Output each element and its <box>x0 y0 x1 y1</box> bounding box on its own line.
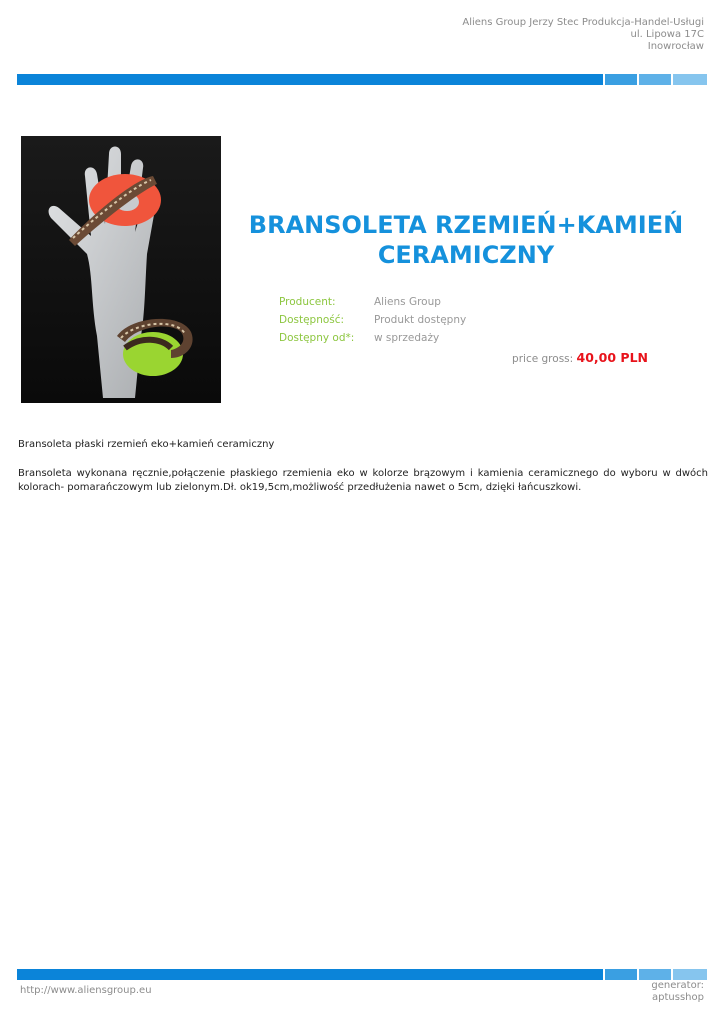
company-city: Inowrocław <box>647 41 704 52</box>
available-from-label: Dostępny od*: <box>279 332 355 344</box>
detail-row-availability <box>279 313 579 331</box>
price-value: 40,00 PLN <box>576 350 648 365</box>
footer-divider-bar <box>17 969 707 980</box>
long-description: Bransoleta wykonana ręcznie,połączenie płaskiego rzemienia eko w kolorze brązowym i kamienia ceramicznego do wyboru w dwóch kolorach- pomarańczowym lub zielonym.Dł. ok19,5cm,możliwość przedłużenia nawet o 5cm, dzięki łańcuszkowi. <box>18 468 708 493</box>
short-description: Bransoleta płaski rzemień eko+kamień ceramiczny <box>18 439 275 450</box>
price-label: price gross: <box>512 353 574 365</box>
bracelet-photo-illustration <box>21 136 221 403</box>
availability-label: Dostępność: <box>279 314 345 326</box>
product-title-line2: CERAMICZNY <box>377 241 555 269</box>
generator-label: generator: <box>651 980 704 991</box>
company-address <box>462 17 704 53</box>
price-block <box>512 350 648 365</box>
product-title <box>226 210 706 270</box>
detail-row-producer <box>279 295 579 313</box>
available-from-value: w sprzedaży <box>374 332 440 344</box>
footer-website-link[interactable]: http://www.aliensgroup.eu <box>20 985 152 996</box>
header-divider-bar <box>17 74 707 85</box>
producer-label: Producent: <box>279 296 336 308</box>
generator-credit <box>651 980 704 1004</box>
company-name: Aliens Group Jerzy Stec Produkcja-Handel-Usługi <box>462 17 704 28</box>
product-title-line1: BRANSOLETA RZEMIEŃ+KAMIEŃ <box>248 211 684 239</box>
producer-value: Aliens Group <box>374 296 441 308</box>
generator-name: aptusshop <box>652 992 704 1003</box>
product-image <box>21 136 221 403</box>
product-details <box>279 295 579 349</box>
detail-row-available-from <box>279 331 579 349</box>
company-street: ul. Lipowa 17C <box>630 29 704 40</box>
availability-value: Produkt dostępny <box>374 314 467 326</box>
